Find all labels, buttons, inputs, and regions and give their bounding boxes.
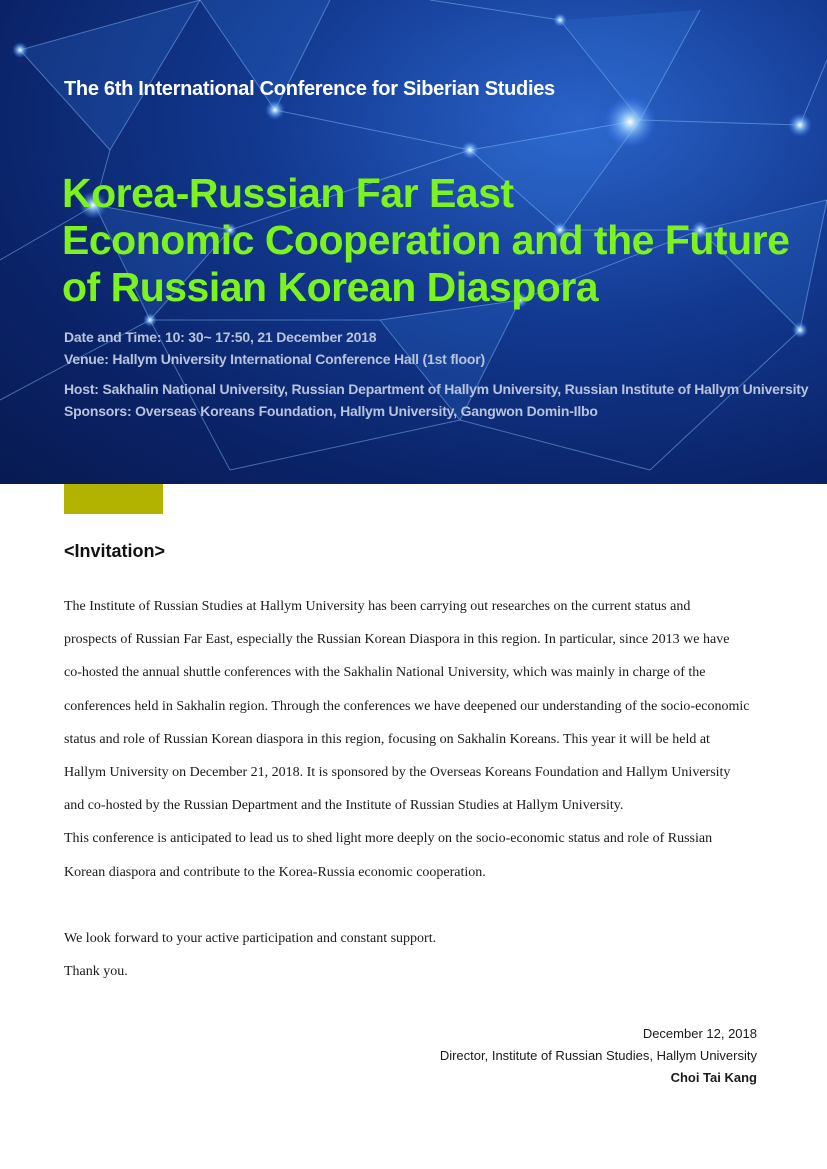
conference-subtitle: The 6th International Conference for Siberian Studies (64, 78, 555, 100)
title-line: of Russian Korean Diaspora (62, 264, 599, 310)
signature-name: Choi Tai Kang (670, 1070, 757, 1085)
header-banner (0, 0, 827, 484)
body-line: and co-hosted by the Russian Department and the Institute of Russian Studies at Hallym University. (64, 798, 624, 814)
paragraph-gap (64, 889, 764, 922)
body-line: co-hosted the annual shuttle conferences with the Sakhalin National University, which was mainly in charge of the (64, 665, 706, 681)
body-line: The Institute of Russian Studies at Hallym University has been carrying out researches on the current status and (64, 599, 691, 614)
body-line: Hallym University on December 21, 2018. It is sponsored by the Overseas Koreans Foundation and Hallym University (64, 765, 731, 781)
title-line: Economic Cooperation and the Future (62, 217, 790, 263)
title-line: Korea-Russian Far East (62, 170, 514, 216)
closing-line: We look forward to your active participation and constant support. (64, 930, 437, 946)
body-line: prospects of Russian Far East, especially the Russian Korean Diaspora in this region. In particular, since 2013 we have (64, 632, 730, 648)
body-line: status and role of Russian Korean diaspora in this region, focusing on Sakhalin Koreans. This year it will be held at (64, 731, 710, 747)
event-details (64, 326, 485, 370)
body-line: Korean diaspora and contribute to the Korea-Russia economic cooperation. (64, 864, 486, 880)
body-line: conferences held in Sakhalin region. Through the conferences we have deepened our understanding of the socio-economic (64, 698, 750, 714)
invitation-heading: <Invitation> (64, 541, 166, 561)
closing-line: Thank you. (64, 964, 128, 980)
conference-title (62, 170, 802, 311)
signature-block (440, 1023, 757, 1089)
signature-title: Director, Institute of Russian Studies, Hallym University (439, 1048, 757, 1063)
venue: Venue: Hallym University International Conference Hall (1st floor) (64, 351, 485, 367)
accent-bar (64, 484, 163, 514)
invitation-body (64, 590, 764, 988)
signature-date: December 12, 2018 (642, 1026, 757, 1041)
sponsors: Sponsors: Overseas Koreans Foundation, Hallym University, Gangwon Domin-Ilbo (64, 403, 598, 419)
host: Host: Sakhalin National University, Russian Department of Hallym University, Russian Institute of Hallym University (64, 381, 809, 397)
body-line: This conference is anticipated to lead us to shed light more deeply on the socio-economic status and role of Russian (64, 831, 713, 847)
event-organizers (64, 378, 808, 422)
date-time: Date and Time: 10: 30~ 17:50, 21 December 2018 (64, 329, 377, 345)
